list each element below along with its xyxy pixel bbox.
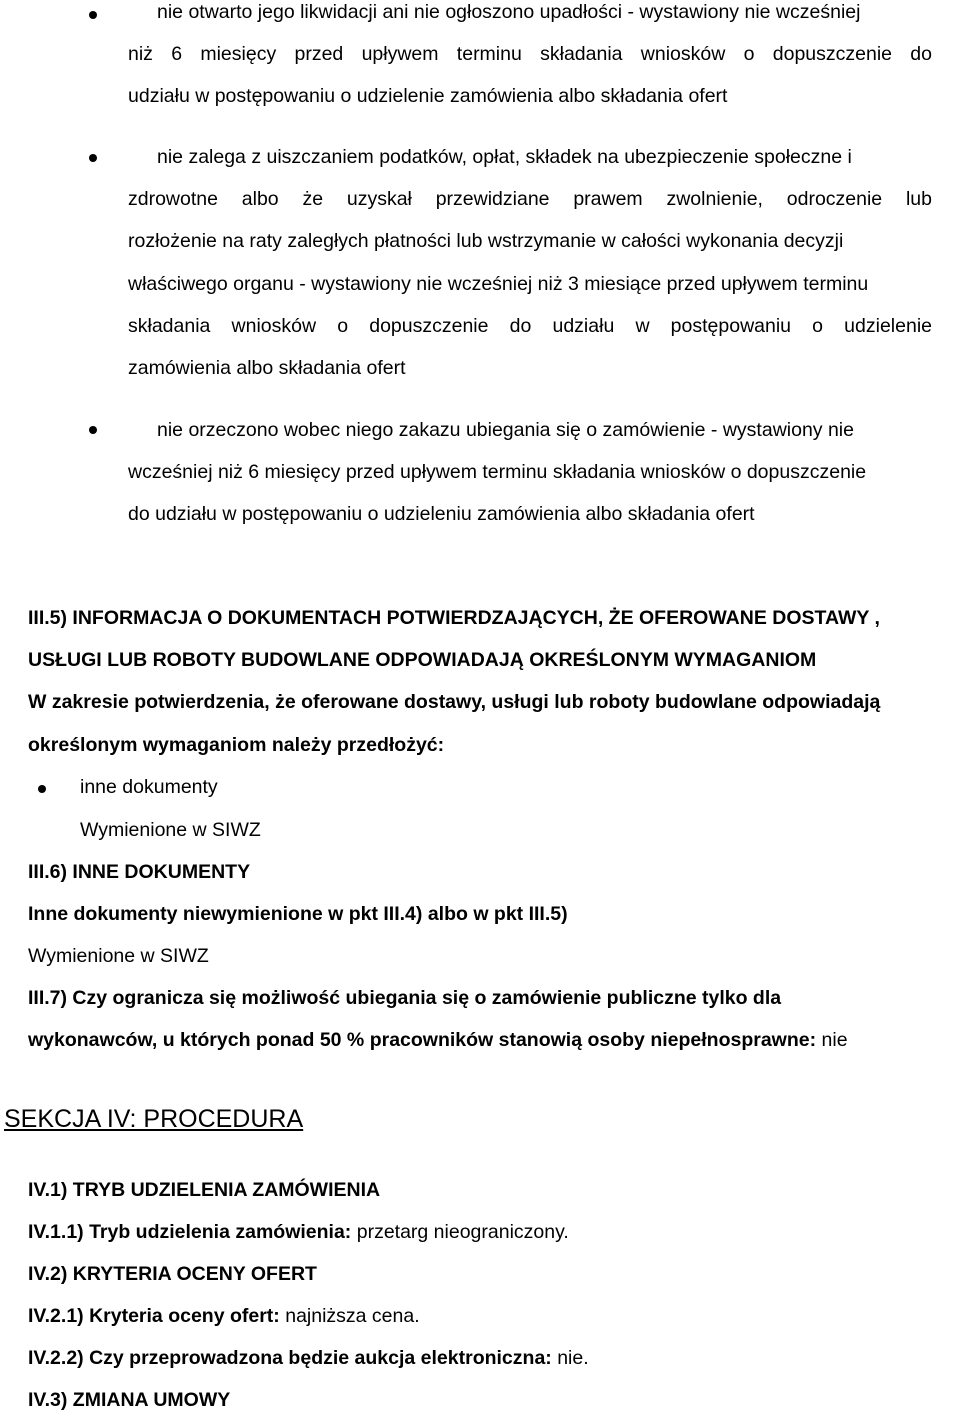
section-intro: W zakresie potwierdzenia, że oferowane dostawy, usługi lub roboty budowlane odpowiadają	[28, 691, 881, 713]
section-heading: USŁUGI LUB ROBOTY BUDOWLANE ODPOWIADAJĄ OKREŚLONYM WYMAGANIOM	[28, 649, 817, 671]
list-item-text: nie orzeczono wobec niego zakazu ubiegania się o zamówienie - wystawiony nie	[157, 419, 854, 441]
field-label: IV.2.2) Czy przeprowadzona będzie aukcja elektroniczna:	[28, 1347, 552, 1369]
section-heading: III.6) INNE DOKUMENTY	[28, 861, 251, 883]
list-item-detail: Wymienione w SIWZ	[80, 819, 261, 841]
section-heading: III.5) INFORMACJA O DOKUMENTACH POTWIERDZAJĄCYCH, ŻE OFEROWANE DOSTAWY ,	[28, 607, 880, 629]
section-question-line	[28, 1028, 848, 1052]
list-item-text: niż 6 miesięcy przed upływem terminu składania wniosków o dopuszczenie do	[128, 43, 932, 65]
section-question: III.7) Czy ogranicza się możliwość ubiegania się o zamówienie publiczne tylko dla	[28, 987, 782, 1009]
section-subheading: Inne dokumenty niewymienione w pkt III.4) albo w pkt III.5)	[28, 903, 568, 925]
section-title: SEKCJA IV: PROCEDURA	[4, 1105, 304, 1133]
section-value: Wymienione w SIWZ	[28, 945, 209, 967]
list-item-text: do udziału w postępowaniu o udzieleniu zamówienia albo składania ofert	[128, 503, 755, 525]
field-value: nie.	[557, 1347, 589, 1369]
field-value: przetarg nieograniczony.	[356, 1221, 569, 1243]
list-item-text: rozłożenie na raty zaległych płatności lub wstrzymanie w całości wykonania decyzji	[128, 230, 844, 252]
section-answer: nie	[821, 1029, 848, 1051]
section-question: wykonawców, u których ponad 50 % pracowników stanowią osoby niepełnosprawne:	[28, 1029, 817, 1051]
section-heading: IV.1) TRYB UDZIELENIA ZAMÓWIENIA	[28, 1179, 381, 1201]
list-item-text: wcześniej niż 6 miesięcy przed upływem terminu składania wniosków o dopuszczenie	[128, 461, 867, 483]
list-item-text: udziału w postępowaniu o udzielenie zamówienia albo składania ofert	[128, 85, 728, 107]
section-heading: IV.3) ZMIANA UMOWY	[28, 1389, 231, 1411]
list-item-text: zamówienia albo składania ofert	[128, 357, 406, 379]
field-label: IV.1.1) Tryb udzielenia zamówienia:	[28, 1221, 352, 1243]
bullet-icon	[89, 154, 97, 162]
section-row	[28, 1220, 569, 1244]
list-item-text: zdrowotne albo że uzyskał przewidziane prawem zwolnienie, odroczenie lub	[128, 188, 932, 210]
field-value: najniższa cena.	[285, 1305, 420, 1327]
list-item-text: nie otwarto jego likwidacji ani nie ogłoszono upadłości - wystawiony nie wcześniej	[157, 1, 861, 23]
list-item-text: właściwego organu - wystawiony nie wcześniej niż 3 miesiące przed upływem terminu	[128, 273, 869, 295]
bullet-icon	[89, 11, 97, 19]
section-heading: IV.2) KRYTERIA OCENY OFERT	[28, 1263, 317, 1285]
section-row	[28, 1304, 420, 1328]
list-item-text: nie zalega z uiszczaniem podatków, opłat, składek na ubezpieczenie społeczne i	[157, 146, 852, 168]
bullet-icon	[38, 785, 46, 793]
list-item-text: inne dokumenty	[80, 776, 218, 798]
section-row	[28, 1346, 589, 1370]
section-intro: określonym wymaganiom należy przedłożyć:	[28, 734, 445, 756]
field-label: IV.2.1) Kryteria oceny ofert:	[28, 1305, 280, 1327]
list-item-text: składania wniosków o dopuszczenie do udziału w postępowaniu o udzielenie	[128, 315, 932, 337]
bullet-icon	[89, 426, 97, 434]
